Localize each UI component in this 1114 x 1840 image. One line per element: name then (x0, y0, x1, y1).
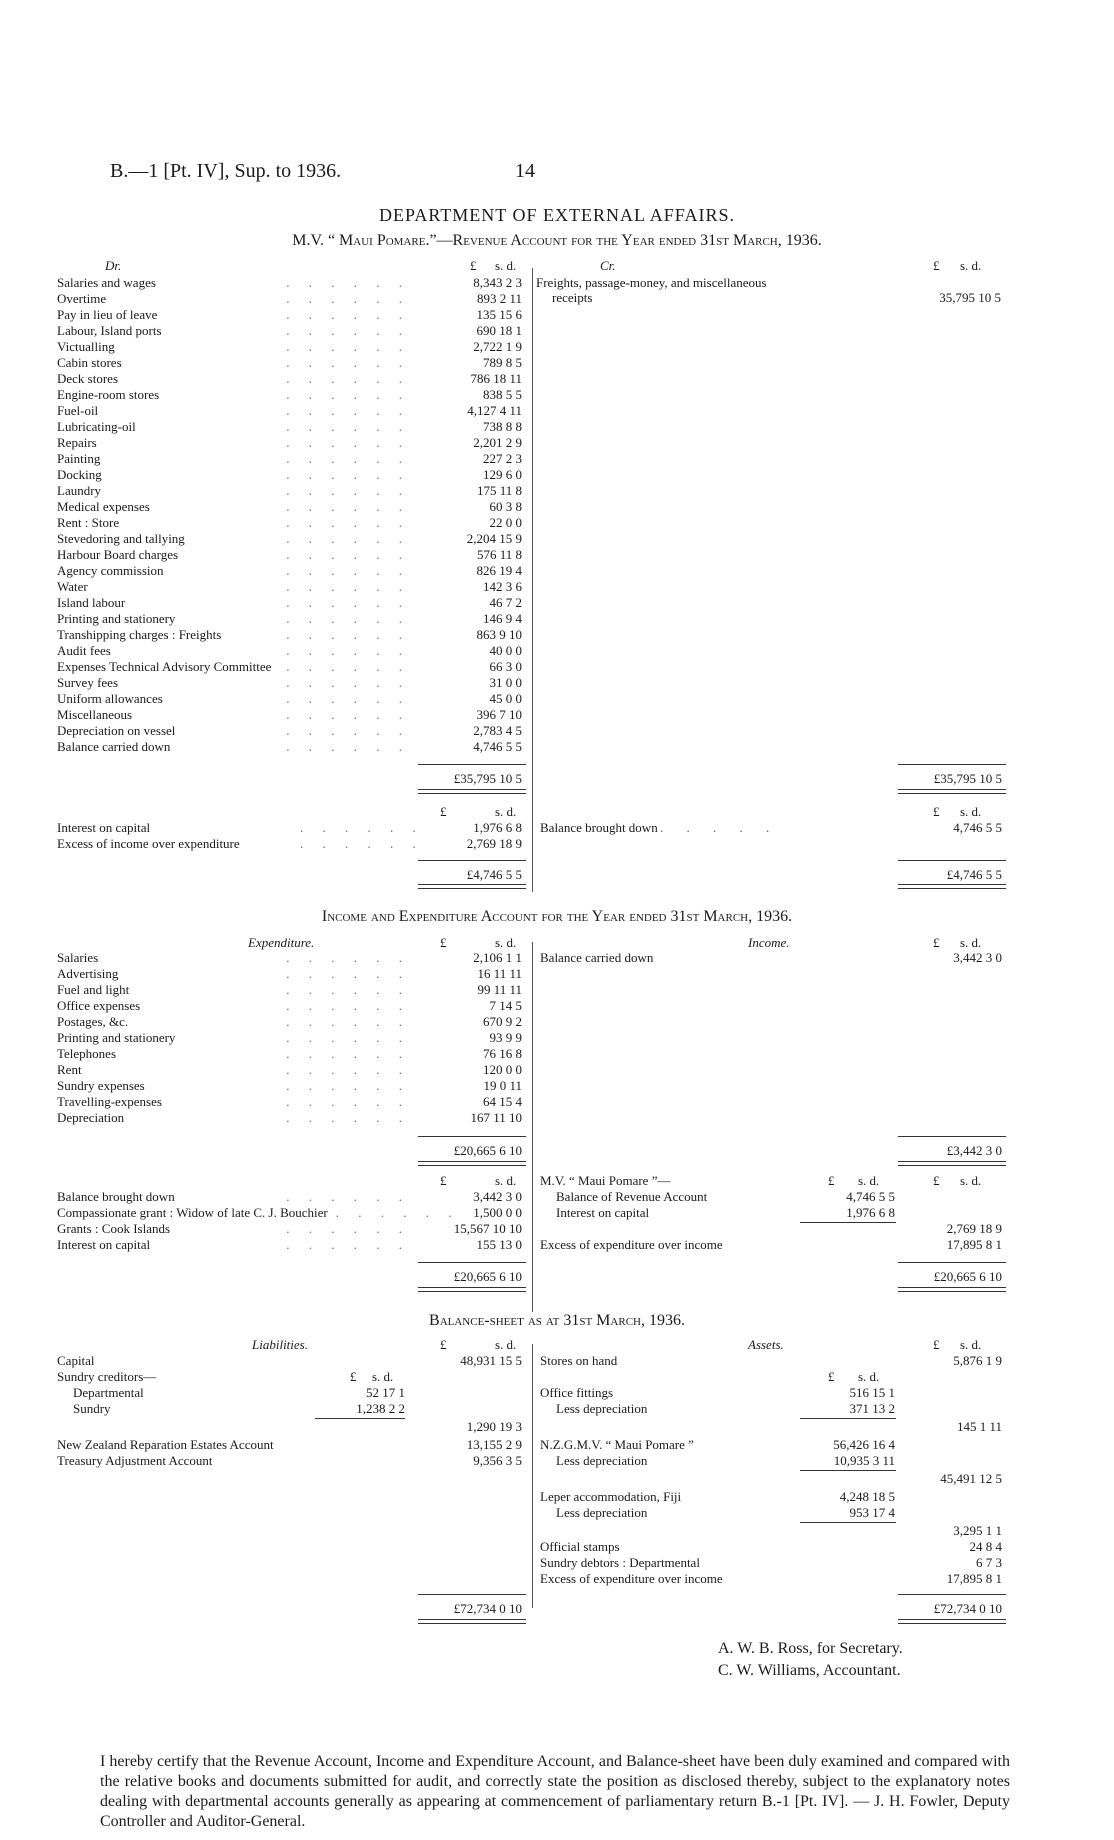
income-heading: Income. (748, 935, 790, 950)
mv-balance-amount: 4,746 5 5 (846, 1189, 895, 1204)
cr-receipts-label: receipts (552, 290, 593, 305)
leader-dots: . . . . . . (286, 435, 410, 450)
column-divider (532, 268, 533, 892)
leader-dots: . . . . . . (286, 966, 410, 981)
leader-dots: . . . . . . (286, 1189, 410, 1204)
rule (898, 860, 1006, 861)
nz-reparation-label: New Zealand Reparation Estates Account (57, 1437, 274, 1452)
double-rule (898, 789, 1006, 794)
ledger-row-amount: 155 13 0 (476, 1237, 522, 1252)
ledger-row-amount: 789 8 5 (483, 355, 522, 370)
double-rule (898, 884, 1006, 889)
leader-dots: . . . . . . (286, 1110, 410, 1125)
pound-heading: £ (933, 804, 940, 819)
rule (315, 1418, 405, 1419)
balance-brought-down-label: Balance brought down (540, 820, 658, 835)
balance-carried-down-amount: 3,442 3 0 (953, 950, 1002, 965)
rule (898, 1136, 1006, 1137)
sd-heading: s. d. (372, 1369, 394, 1384)
rule (800, 1418, 896, 1419)
balance-brought-down-amount: 4,746 5 5 (953, 820, 1002, 835)
ledger-row-amount: 396 7 10 (476, 707, 522, 722)
ledger-row-amount: 93 9 9 (489, 1030, 522, 1045)
sd-heading: s. d. (960, 258, 982, 273)
ledger-row-label: Advertising (57, 966, 119, 981)
ledger-row-label: Balance brought down (57, 1189, 175, 1204)
ledger-row-amount: 15,567 10 10 (453, 1221, 522, 1236)
leader-dots: . . . . . . (286, 387, 410, 402)
nzgmv-depreciation-amount: 10,935 3 11 (833, 1453, 895, 1468)
leader-dots: . . . . . . (286, 611, 410, 626)
ledger-row-label: Stevedoring and tallying (57, 531, 185, 546)
ledger-row-amount: 45 0 0 (489, 691, 522, 706)
leader-dots: . . . . . . (286, 403, 410, 418)
nzgmv-gross: 56,426 16 4 (833, 1437, 895, 1452)
leader-dots: . . . . . . (286, 1078, 410, 1093)
ledger-row-label: Grants : Cook Islands (57, 1221, 171, 1236)
excess-expenditure-label: Excess of expenditure over income (540, 1237, 723, 1252)
rule (418, 1136, 526, 1137)
ledger-row-label: Travelling-expenses (57, 1094, 162, 1109)
sd-heading: s. d. (495, 1337, 517, 1352)
sd-heading: s. d. (495, 1173, 517, 1188)
ledger-row-amount: 576 11 8 (476, 547, 522, 562)
leader-dots: . . . . . . (335, 1205, 460, 1220)
rule (418, 1262, 526, 1263)
office-fittings-net: 145 1 11 (956, 1419, 1002, 1434)
page-number: 14 (515, 160, 535, 182)
cr-receipts-amount: 35,795 10 5 (939, 290, 1001, 305)
leader-dots: . . . . . . (286, 371, 410, 386)
ledger-row-amount: 120 0 0 (483, 1062, 522, 1077)
ledger-row-label: Compassionate grant : Widow of late C. J. Bouchier (57, 1205, 328, 1220)
sundry-creditors-label: Sundry creditors— (57, 1369, 157, 1384)
sd-heading: s. d. (960, 1173, 982, 1188)
leader-dots: . . . . . . (286, 1221, 410, 1236)
ledger-row-label: Repairs (57, 435, 97, 450)
leader-dots: . . . . . . (286, 1014, 410, 1029)
ledger-row-label: Balance carried down (57, 739, 171, 754)
debtors-amount: 6 7 3 (976, 1555, 1002, 1570)
leader-dots: . . . . . . (286, 1030, 410, 1045)
leader-dots: . . . . . . (286, 499, 410, 514)
ledger-row-label: Rent (57, 1062, 82, 1077)
cr-heading: Cr. (600, 258, 616, 273)
ledger-row-amount: 2,769 18 9 (466, 836, 522, 851)
income-sec2-total-right: £20,665 6 10 (933, 1269, 1002, 1284)
ledger-row-label: Rent : Store (57, 515, 120, 530)
sd-heading: s. d. (960, 804, 982, 819)
leader-dots: . . . . . . (286, 291, 410, 306)
double-rule (898, 1619, 1006, 1624)
treasury-adjustment-label: Treasury Adjustment Account (57, 1453, 213, 1468)
pound-heading: £ (440, 1337, 447, 1352)
nzgmv-depreciation-label: Less depreciation (556, 1453, 648, 1468)
ledger-row-amount: 738 8 8 (483, 419, 522, 434)
leader-dots: . . . . . . (286, 483, 410, 498)
sd-heading: s. d. (960, 1337, 982, 1352)
double-rule (418, 1161, 526, 1166)
leper-gross: 4,248 18 5 (839, 1489, 895, 1504)
leper-label: Leper accommodation, Fiji (540, 1489, 682, 1504)
ledger-row-amount: 46 7 2 (489, 595, 522, 610)
mv-interest-amount: 1,976 6 8 (846, 1205, 895, 1220)
ledger-row-label: Island labour (57, 595, 126, 610)
page-reference: B.—1 [Pt. IV], Sup. to 1936. (110, 160, 342, 182)
leader-dots: . . . . . . (286, 419, 410, 434)
leader-dots: . . . . . . (286, 595, 410, 610)
ledger-row-amount: 227 2 3 (483, 451, 522, 466)
signature-secretary: A. W. B. Ross, for Secretary. (718, 1640, 903, 1657)
ledger-row-amount: 1,976 6 8 (473, 820, 522, 835)
sd-heading: s. d. (858, 1369, 880, 1384)
sundry-creditors-total: 1,290 19 3 (466, 1419, 522, 1434)
ledger-row-amount: 7 14 5 (489, 998, 522, 1013)
mv-balance-label: Balance of Revenue Account (556, 1189, 708, 1204)
ledger-row-amount: 40 0 0 (489, 643, 522, 658)
ledger-row-amount: 4,746 5 5 (473, 739, 522, 754)
ledger-row-amount: 8,343 2 3 (473, 275, 522, 290)
column-divider (532, 942, 533, 1312)
rule (418, 1594, 526, 1595)
ledger-row-label: Printing and stationery (57, 1030, 176, 1045)
balance-carried-down-label: Balance carried down (540, 950, 654, 965)
liabilities-heading: Liabilities. (252, 1337, 308, 1352)
ledger-row-label: Water (57, 579, 88, 594)
leader-dots: . . . . . . (286, 1062, 410, 1077)
ledger-row-label: Laundry (57, 483, 102, 498)
sd-heading: s. d. (495, 258, 517, 273)
excess-label: Excess of expenditure over income (540, 1571, 723, 1586)
ledger-row-label: Expenses Technical Advisory Committee (57, 659, 272, 674)
ledger-row-amount: 786 18 11 (470, 371, 522, 386)
ledger-row-label: Deck stores (57, 371, 119, 386)
leader-dots: . . . . . . (286, 707, 410, 722)
rule (418, 860, 526, 861)
leader-dots: . . . . . . (286, 675, 410, 690)
capital-label: Capital (57, 1353, 95, 1368)
ledger-row-amount: 3,442 3 0 (473, 1189, 522, 1204)
pound-heading: £ (933, 1173, 940, 1188)
ledger-row-label: Engine-room stores (57, 387, 160, 402)
ledger-row-amount: 893 2 11 (476, 291, 522, 306)
ledger-row-amount: 167 11 10 (470, 1110, 522, 1125)
income-total-inc: £3,442 3 0 (946, 1143, 1002, 1158)
leader-dots: . . . . . . (286, 451, 410, 466)
departmental-amount: 52 17 1 (366, 1385, 405, 1400)
leader-dots: . . . . . . (286, 275, 410, 290)
ledger-row-label: Fuel-oil (57, 403, 99, 418)
cr-freights-label: Freights, passage-money, and miscellaneous (536, 275, 767, 290)
pound-heading: £ (933, 1337, 940, 1352)
revenue-total-dr: £35,795 10 5 (453, 771, 522, 786)
balance-sheet-title: Balance-sheet as at 31st March, 1936. (429, 1312, 685, 1329)
leader-dots: . . . . . . (286, 739, 410, 754)
leader-dots: . . . . . . (286, 1237, 410, 1252)
leper-depreciation-amount: 953 17 4 (849, 1505, 895, 1520)
leader-dots: . . . . . . (286, 723, 410, 738)
ledger-row-amount: 135 15 6 (476, 307, 522, 322)
ledger-row-label: Fuel and light (57, 982, 130, 997)
office-depreciation-label: Less depreciation (556, 1401, 648, 1416)
ledger-row-amount: 690 18 1 (476, 323, 522, 338)
income-sec2-total-left: £20,665 6 10 (453, 1269, 522, 1284)
leader-dots: . . . . . . (286, 531, 410, 546)
ledger-row-amount: 670 9 2 (483, 1014, 522, 1029)
sd-heading: s. d. (495, 804, 517, 819)
ledger-row-label: Audit fees (57, 643, 111, 658)
leader-dots: . . . . . . (286, 547, 410, 562)
nzgmv-net: 45,491 12 5 (940, 1471, 1002, 1486)
stamps-label: Official stamps (540, 1539, 620, 1554)
leader-dots: . . . . . . (286, 659, 410, 674)
double-rule (418, 884, 526, 889)
leader-dots: . . . . . . (286, 563, 410, 578)
rule (898, 1594, 1006, 1595)
ledger-row-label: Victualling (57, 339, 115, 354)
ledger-row-amount: 2,722 1 9 (473, 339, 522, 354)
pound-heading: £ (828, 1173, 835, 1188)
rule (898, 1262, 1006, 1263)
leader-dots: . . . . . . (286, 339, 410, 354)
stores-amount: 5,876 1 9 (953, 1353, 1002, 1368)
ledger-row-label: Postages, &c. (57, 1014, 129, 1029)
assets-heading: Assets. (748, 1337, 784, 1352)
office-fittings-label: Office fittings (540, 1385, 614, 1400)
ledger-row-label: Depreciation on vessel (57, 723, 176, 738)
income-total-exp: £20,665 6 10 (453, 1143, 522, 1158)
balance-total-liabilities: £72,734 0 10 (453, 1601, 522, 1616)
ledger-row-label: Interest on capital (57, 820, 151, 835)
ledger-row-label: Lubricating-oil (57, 419, 136, 434)
excess-expenditure-amount: 17,895 8 1 (946, 1237, 1002, 1252)
leader-dots: . . . . . . (286, 1046, 410, 1061)
dr-heading: Dr. (105, 258, 122, 273)
stamps-amount: 24 8 4 (969, 1539, 1002, 1554)
mv-interest-label: Interest on capital (556, 1205, 650, 1220)
ledger-row-amount: 1,500 0 0 (473, 1205, 522, 1220)
audit-certificate: I hereby certify that the Revenue Account, Income and Expenditure Account, and Balance-sheet have been duly examined and compared with the relative books and documents submitted for audit, and correctly state the position as disclosed thereby, subject to the explanatory notes dealing with departmental accounts generally as appearing at commencement of parliamentary return B.-1 [Pt. IV]. — J. H. Fowler, Deputy Controller and Auditor-General. (100, 1753, 1010, 1830)
ledger-row-label: Agency commission (57, 563, 164, 578)
revenue-sec2-total-dr: £4,746 5 5 (466, 867, 522, 882)
ledger-row-label: Overtime (57, 291, 107, 306)
ledger-row-label: Survey fees (57, 675, 119, 690)
double-rule (898, 1287, 1006, 1292)
rule (418, 764, 526, 765)
revenue-sec2-total-cr: £4,746 5 5 (946, 867, 1002, 882)
leader-dots: . . . . . . (300, 836, 424, 851)
ledger-row-amount: 838 5 5 (483, 387, 522, 402)
ledger-row-label: Cabin stores (57, 355, 122, 370)
ledger-row-amount: 64 15 4 (483, 1094, 522, 1109)
departmental-label: Departmental (73, 1385, 144, 1400)
leader-dots: . . . . . . (286, 627, 410, 642)
pound-heading: £ (470, 258, 477, 273)
nzgmv-label: N.Z.G.M.V. “ Maui Pomare ” (540, 1437, 694, 1452)
ledger-row-amount: 175 11 8 (476, 483, 522, 498)
pound-heading: £ (828, 1369, 835, 1384)
mv-net-amount: 2,769 18 9 (946, 1221, 1002, 1236)
balance-total-assets: £72,734 0 10 (933, 1601, 1002, 1616)
leader-dots: . . . . . . (286, 579, 410, 594)
pound-heading: £ (440, 804, 447, 819)
ledger-row-amount: 16 11 11 (477, 966, 522, 981)
debtors-label: Sundry debtors : Departmental (540, 1555, 700, 1570)
rule (898, 764, 1006, 765)
pound-heading: £ (440, 1173, 447, 1188)
ledger-row-label: Salaries (57, 950, 99, 965)
ledger-row-label: Sundry expenses (57, 1078, 145, 1093)
double-rule (898, 1161, 1006, 1166)
ledger-row-label: Uniform allowances (57, 691, 163, 706)
double-rule (418, 1619, 526, 1624)
nz-reparation-amount: 13,155 2 9 (466, 1437, 522, 1452)
pound-heading: £ (933, 258, 940, 273)
ledger-row-amount: 99 11 11 (477, 982, 522, 997)
ledger-row-label: Telephones (57, 1046, 117, 1061)
leader-dots: . . . . . . (286, 643, 410, 658)
sd-heading: s. d. (858, 1173, 880, 1188)
stores-label: Stores on hand (540, 1353, 618, 1368)
ledger-row-amount: 19 0 11 (483, 1078, 522, 1093)
leader-dots: . . . . . . (286, 998, 410, 1013)
rule (800, 1522, 896, 1523)
ledger-row-label: Miscellaneous (57, 707, 133, 722)
ledger-row-label: Excess of income over expenditure (57, 836, 240, 851)
ledger-row-label: Labour, Island ports (57, 323, 162, 338)
sundry-label: Sundry (73, 1401, 111, 1416)
mv-maui-pomare-title: M.V. “ Maui Pomare ”— (540, 1173, 671, 1188)
leader-dots: . . . . . . (286, 467, 410, 482)
treasury-adjustment-amount: 9,356 3 5 (473, 1453, 522, 1468)
ledger-row-amount: 22 0 0 (489, 515, 522, 530)
ledger-row-amount: 146 9 4 (483, 611, 522, 626)
leader-dots: . . . . . . (300, 820, 424, 835)
sundry-amount: 1,238 2 2 (356, 1401, 405, 1416)
ledger-row-amount: 31 0 0 (489, 675, 522, 690)
capital-amount: 48,931 15 5 (460, 1353, 522, 1368)
signature-accountant: C. W. Williams, Accountant. (718, 1662, 901, 1679)
double-rule (418, 789, 526, 794)
ledger-row-label: Office expenses (57, 998, 141, 1013)
leader-dots: . . . . . . (286, 1094, 410, 1109)
ledger-row-amount: 129 6 0 (483, 467, 522, 482)
income-account-title: Income and Expenditure Account for the Year ended 31st March, 1936. (321, 908, 793, 925)
revenue-account-title: M.V. “ Maui Pomare.”—Revenue Account for the Year ended 31st March, 1936. (292, 232, 822, 249)
ledger-row-label: Docking (57, 467, 102, 482)
ledger-row-amount: 76 16 8 (483, 1046, 522, 1061)
ledger-row-amount: 2,201 2 9 (473, 435, 522, 450)
ledger-row-amount: 60 3 8 (489, 499, 522, 514)
pound-heading: £ (350, 1369, 357, 1384)
ledger-row-label: Depreciation (57, 1110, 125, 1125)
rule (800, 1222, 896, 1223)
ledger-row-label: Transhipping charges : Freights (57, 627, 222, 642)
expenditure-heading: Expenditure. (248, 935, 315, 950)
ledger-row-amount: 4,127 4 11 (467, 403, 522, 418)
ledger-row-amount: 826 19 4 (476, 563, 522, 578)
ledger-row-label: Printing and stationery (57, 611, 176, 626)
ledger-row-amount: 66 3 0 (489, 659, 522, 674)
column-divider (532, 1344, 533, 1608)
revenue-total-cr: £35,795 10 5 (933, 771, 1002, 786)
double-rule (418, 1287, 526, 1292)
ledger-row-label: Medical expenses (57, 499, 150, 514)
leader-dots: . . . . . . (286, 515, 410, 530)
department-title: DEPARTMENT OF EXTERNAL AFFAIRS. (379, 205, 735, 225)
ledger-row-amount: 2,106 1 1 (473, 950, 522, 965)
leper-net: 3,295 1 1 (953, 1523, 1002, 1538)
rule (800, 1470, 896, 1471)
ledger-row-amount: 2,204 15 9 (466, 531, 522, 546)
ledger-row-label: Harbour Board charges (57, 547, 179, 562)
office-depreciation-amount: 371 13 2 (849, 1401, 895, 1416)
pound-heading: £ (933, 935, 940, 950)
pound-heading: £ (440, 935, 447, 950)
leader-dots: . . . . . . (286, 355, 410, 370)
leader-dots: . . . . . . (286, 323, 410, 338)
leader-dots: . . . . . . (286, 982, 410, 997)
sd-heading: s. d. (960, 935, 982, 950)
ledger-row-amount: 142 3 6 (483, 579, 522, 594)
leader-dots: . . . . . . (286, 307, 410, 322)
ledger-row-label: Pay in lieu of leave (57, 307, 158, 322)
ledger-row-label: Painting (57, 451, 101, 466)
sd-heading: s. d. (495, 935, 517, 950)
leader-dots: . . . . . . (286, 691, 410, 706)
ledger-row-amount: 2,783 4 5 (473, 723, 522, 738)
leader-dots: . . . . . . (286, 950, 410, 965)
ledger-row-label: Interest on capital (57, 1237, 151, 1252)
office-fittings-gross: 516 15 1 (849, 1385, 895, 1400)
excess-amount: 17,895 8 1 (946, 1571, 1002, 1586)
leper-depreciation-label: Less depreciation (556, 1505, 648, 1520)
ledger-row-amount: 863 9 10 (476, 627, 522, 642)
leader-dots: . . . . . (660, 820, 780, 835)
ledger-row-label: Salaries and wages (57, 275, 156, 290)
